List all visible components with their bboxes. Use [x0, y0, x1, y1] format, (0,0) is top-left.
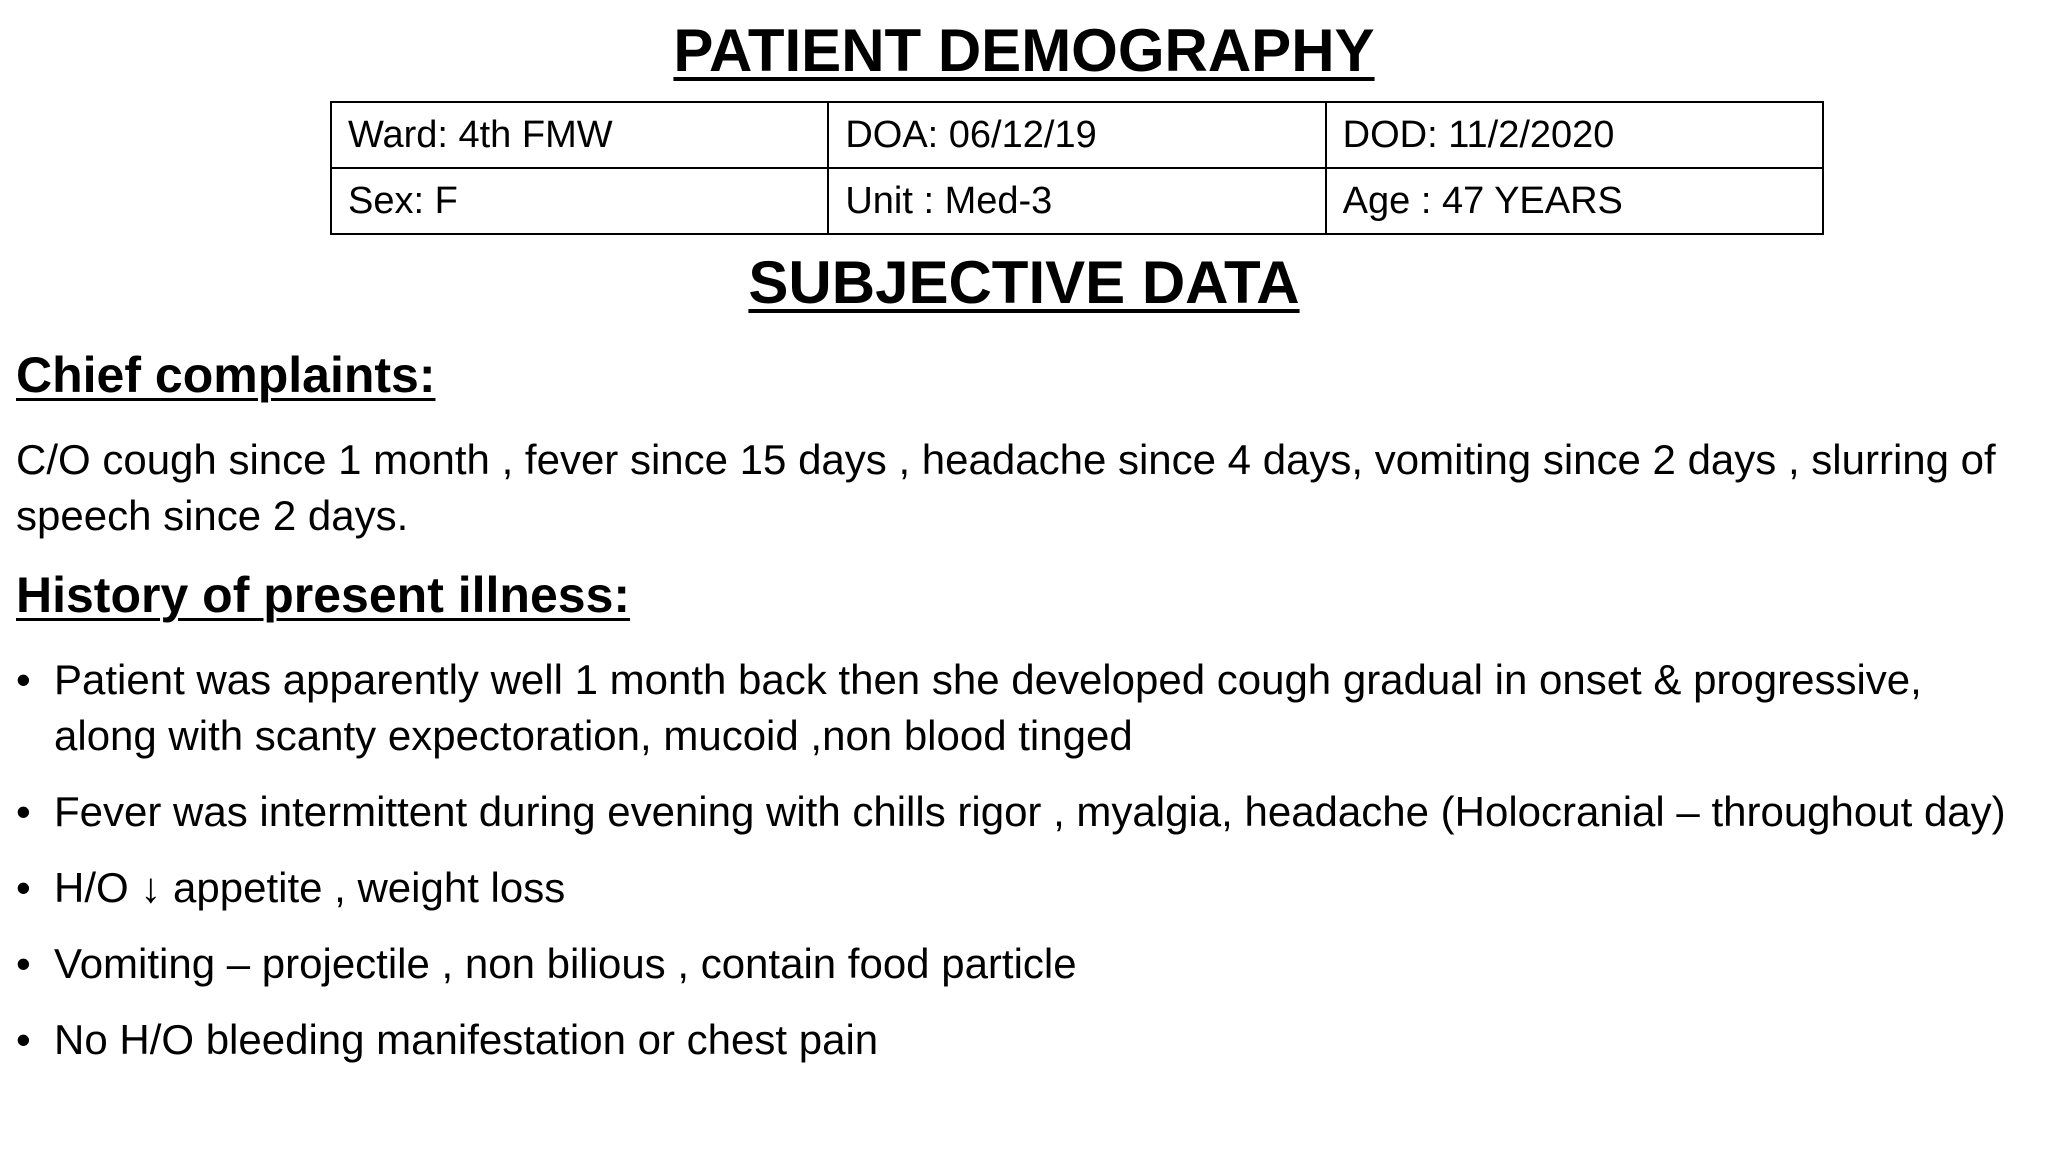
bullet-icon: •	[16, 940, 31, 987]
bullet-icon: •	[16, 864, 31, 911]
page-title: PATIENT DEMOGRAPHY	[673, 17, 1375, 84]
history-heading: History of present illness:	[16, 567, 631, 623]
age-cell: Age : 47 YEARS	[1326, 168, 1823, 234]
dod-cell: DOD: 11/2/2020	[1326, 102, 1823, 168]
list-item	[16, 652, 2016, 764]
list-item-text: Fever was intermittent during evening with chills rigor , myalgia, headache (Holocranial – throughout day)	[54, 788, 2006, 835]
list-item-text: H/O ↓ appetite , weight loss	[54, 864, 566, 911]
ward-cell: Ward: 4th FMW	[331, 102, 828, 168]
unit-cell: Unit : Med-3	[828, 168, 1325, 234]
table-row	[331, 102, 1823, 168]
subjective-data-title: SUBJECTIVE DATA	[748, 249, 1300, 316]
bullet-icon: •	[16, 1016, 31, 1063]
list-item	[16, 784, 2016, 840]
chief-complaints-heading: Chief complaints:	[16, 347, 436, 403]
list-item-text: No H/O bleeding manifestation or chest pain	[54, 1016, 879, 1063]
bullet-icon: •	[16, 788, 31, 835]
list-item	[16, 936, 2016, 992]
list-item	[16, 860, 2016, 916]
list-item-text: Patient was apparently well 1 month back then she developed cough gradual in onset & progressive, along with scanty expectoration, mucoid ,non blood tinged	[54, 656, 1922, 759]
demography-table	[330, 101, 1824, 235]
sex-cell: Sex: F	[331, 168, 828, 234]
bullet-icon: •	[16, 656, 31, 703]
table-row	[331, 168, 1823, 234]
chief-complaints-text: C/O cough since 1 month , fever since 15 days , headache since 4 days, vomiting since 2 days , slurring of speech since 2 days.	[16, 436, 1996, 539]
list-item-text: Vomiting – projectile , non bilious , contain food particle	[54, 940, 1077, 987]
list-item	[16, 1012, 2016, 1068]
doa-cell: DOA: 06/12/19	[828, 102, 1325, 168]
history-list	[16, 652, 2016, 1088]
